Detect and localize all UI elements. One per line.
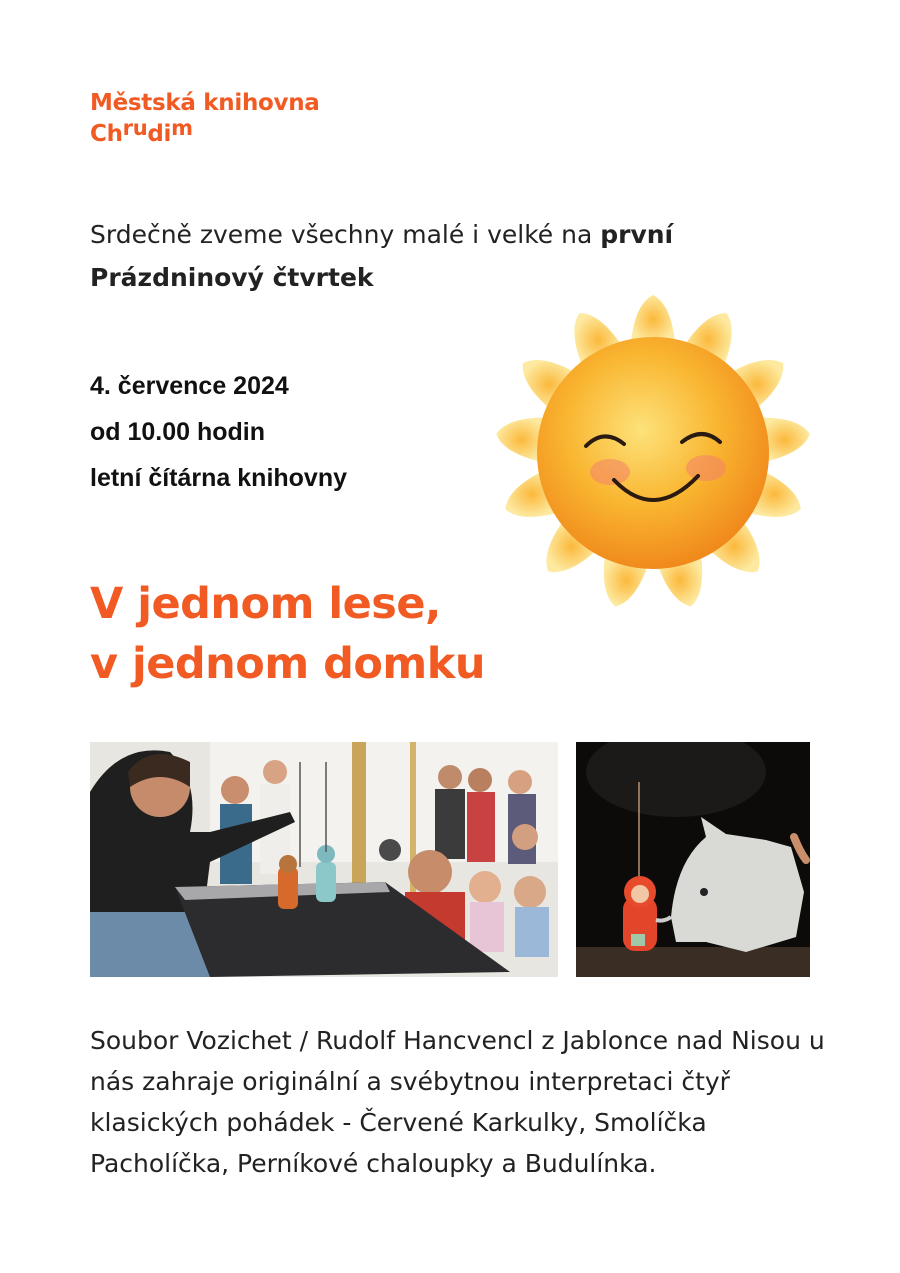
logo-line-2: Chrudim — [90, 116, 193, 147]
invitation-regular: Srdečně zveme všechny malé i velké na — [90, 220, 601, 249]
smiling-sun-illustration — [492, 292, 814, 614]
invitation-bold-1: první — [600, 220, 674, 249]
logo-line-1: Městská knihovna — [90, 90, 320, 116]
title-line-1: V jednom lese, — [90, 579, 441, 629]
event-date: 4. července 2024 — [90, 372, 289, 400]
event-place: letní čítárna knihovny — [90, 464, 348, 492]
invitation-bold-2: Prázdninový čtvrtek — [90, 263, 374, 292]
event-details — [90, 363, 510, 501]
invitation-text — [90, 213, 790, 299]
event-time: od 10.00 hodin — [90, 418, 266, 446]
event-title — [90, 574, 650, 694]
library-logo — [90, 88, 320, 150]
title-line-2: v jednom domku — [90, 639, 485, 689]
event-description: Soubor Vozichet / Rudolf Hancvencl z Jablonce nad Nisou u nás zahraje originální a svébytnou interpretaci čtyř klasických pohádek - Červené Karkulky, Smolíčka Pacholíčka, Perníkové chaloupky a Budulínka. — [90, 1026, 825, 1178]
puppet-wolf-photo — [576, 742, 810, 977]
sun-ray — [631, 295, 676, 343]
puppet-show-photo — [90, 742, 558, 977]
